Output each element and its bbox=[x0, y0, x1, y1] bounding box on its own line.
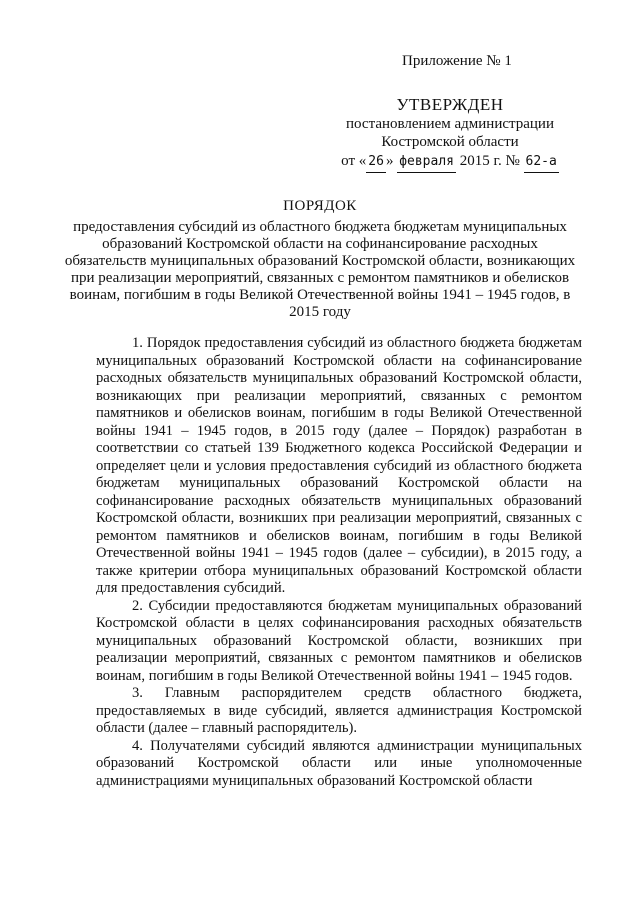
date-year: 2015 г. bbox=[459, 153, 502, 169]
title-subtitle: предоставления субсидий из областного бюджета бюджетам муниципальных образований Костромской области на софинансирование расходных обязательств муниципальных образований Костромской области, возникающих при реализации мероприятий, связанных с ремонтом памятников и обелисков воинам, погибшим в годы Великой Отечественной войны 1941 – 1945 годов, в 2015 году bbox=[64, 219, 576, 320]
paragraph-1: 1. Порядок предоставления субсидий из областного бюджета бюджетам муниципальных образований Костромской области на софинансирование расходных обязательств муниципальных образований Костромской области, возникающих при реализации мероприятий, связанных с ремонтом памятников и обелисков воинам, погибшим в годы Великой Отечественной войны 1941 – 1945 годов, в 2015 году (далее – Порядок) разработан в соответствии со статьей 139 Бюджетного кодекса Российской Федерации и определяет цели и условия предоставления субсидий из областного бюджета бюджетам муниципальных образований Костромской области на софинансирование расходных обязательств муниципальных образований Костромской области, возникших при реализации мероприятий, связанных с ремонтом памятников и обелисков воинам, погибшим в годы Великой Отечественной войны 1941 – 1945 годов (далее – субсидии), в 2015 году, а также критерии отбора муниципальных образований Костромской области для предоставления субсидий. bbox=[96, 335, 582, 596]
paragraph-4: 4. Получателями субсидий являются администрации муниципальных образований Костромской области или иные уполномоченные администрациями муниципальных образований Костромской области bbox=[96, 737, 582, 789]
document-body bbox=[96, 335, 582, 790]
document-number: 62-а bbox=[524, 152, 559, 173]
approved-line-2: Костромской области bbox=[381, 134, 519, 150]
approved-title: УТВЕРЖДЕН bbox=[396, 95, 504, 114]
date-prefix: от « bbox=[341, 153, 367, 169]
appendix-label: Приложение № 1 bbox=[402, 53, 512, 69]
paragraph-2: 2. Субсидии предоставляются бюджетам муниципальных образований Костромской области в целях софинансирования расходных обязательств муниципальных образований Костромской области, возникших при реализации мероприятий, связанных с ремонтом памятников и обелисков воинам, погибшим в годы Великой Отечественной войны 1941 – 1945 годов. bbox=[96, 597, 582, 684]
date-line bbox=[300, 151, 600, 173]
date-month: февраля bbox=[397, 152, 456, 173]
title-heading: ПОРЯДОК bbox=[283, 198, 357, 214]
approved-line-1: постановлением администрации bbox=[346, 116, 554, 132]
date-day: 26 bbox=[366, 152, 386, 173]
paragraph-3: 3. Главным распорядителем средств областного бюджета, предоставляемых в виде субсидий, является администрация Костромской области (далее – главный распорядитель). bbox=[96, 685, 582, 736]
document-title bbox=[60, 198, 580, 321]
date-quote-close: » bbox=[385, 153, 394, 169]
number-prefix: № bbox=[505, 153, 520, 169]
approval-block bbox=[300, 95, 600, 173]
